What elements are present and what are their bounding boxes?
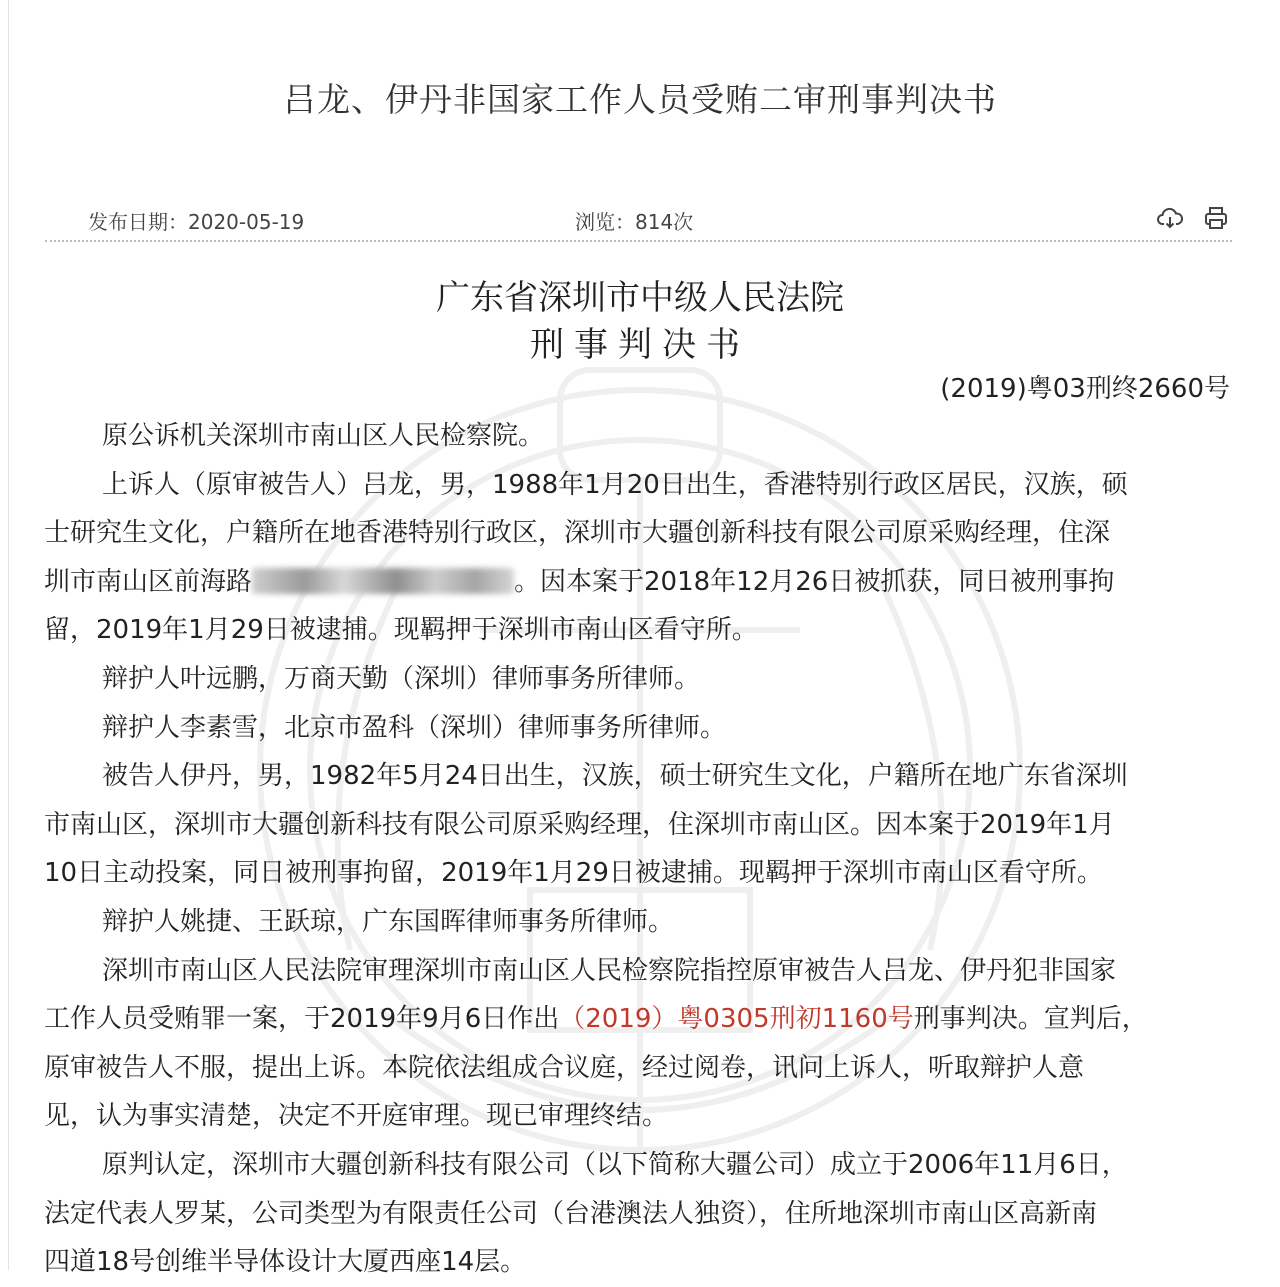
download-cloud-icon[interactable] — [1156, 204, 1184, 232]
paragraph-defender-3: 辩护人姚捷、王跃琼，广东国晖律师事务所律师。 — [102, 906, 675, 937]
print-icon[interactable] — [1202, 204, 1230, 232]
meta-bar — [88, 206, 1230, 240]
paragraph-appellant: 上诉人（原审被告人）吕龙，男，1988年1月20日出生，香港特别行政区居民，汉族，硕 士研究生文化，户籍所在地香港特别行政区，深圳市大疆创新科技有限公司原采购经理，住深 圳市南山区前海路 。因本案于2018年12月26日被抓获，同日被刑事拘 留，2019年1月29日被逮捕。现羁押于深圳市南山区看守所。 — [44, 469, 1128, 646]
case-number: (2019)粤03刑终2660号 — [940, 374, 1230, 404]
page-title: 吕龙、伊丹非国家工作人员受贿二审刑事判决书 — [283, 80, 997, 119]
document-type: 刑事判决书 — [530, 325, 750, 365]
paragraph-procedure: 深圳市南山区人民法院审理深圳市南山区人民检察院指控原审被告人吕龙、伊丹犯非国家 工作人员受贿罪一案，于2019年9月6日作出（2019）粤0305刑初1160号刑事判决。宣判后， 原审被告人不服，提出上诉。本院依法组成合议庭，经过阅卷，讯问上诉人，听取辩护人意 见，认为事实清楚，决定不开庭审理。现已审理终结。 — [44, 955, 1148, 1132]
paragraph-defender-1: 辩护人叶远鹏，万商天勤（深圳）律师事务所律师。 — [102, 663, 701, 694]
toolbar — [1156, 204, 1230, 232]
left-border-line — [8, 0, 9, 1270]
header-divider — [45, 240, 1232, 242]
publish-date: 发布日期：2020-05-19 — [88, 210, 305, 234]
court-name: 广东省深圳市中级人民法院 — [436, 278, 844, 318]
first-instance-case-link[interactable]: （2019）粤0305刑初1160号 — [559, 1004, 914, 1035]
paragraph-findings: 原判认定，深圳市大疆创新科技有限公司（以下简称大疆公司）成立于2006年11月6日， 法定代表人罗某，公司类型为有限责任公司（台港澳法人独资），住所地深圳市南山区高新南 四道18号创维半导体设计大厦西座14层。 — [44, 1149, 1128, 1278]
paragraph-prosecutor: 原公诉机关深圳市南山区人民检察院。 — [102, 421, 545, 451]
paragraph-defendant: 被告人伊丹，男，1982年5月24日出生，汉族，硕士研究生文化，户籍所在地广东省深圳 市南山区，深圳市大疆创新科技有限公司原采购经理，住深圳市南山区。因本案于2019年1月 10日主动投案，同日被刑事拘留，2019年1月29日被逮捕。现羁押于深圳市南山区看守所。 — [44, 761, 1128, 889]
view-count: 浏览：814次 — [575, 210, 694, 234]
paragraph-defender-2: 辩护人李素雪，北京市盈科（深圳）律师事务所律师。 — [102, 712, 727, 743]
judgment-body — [44, 412, 1234, 1287]
redacted-address — [252, 568, 514, 594]
